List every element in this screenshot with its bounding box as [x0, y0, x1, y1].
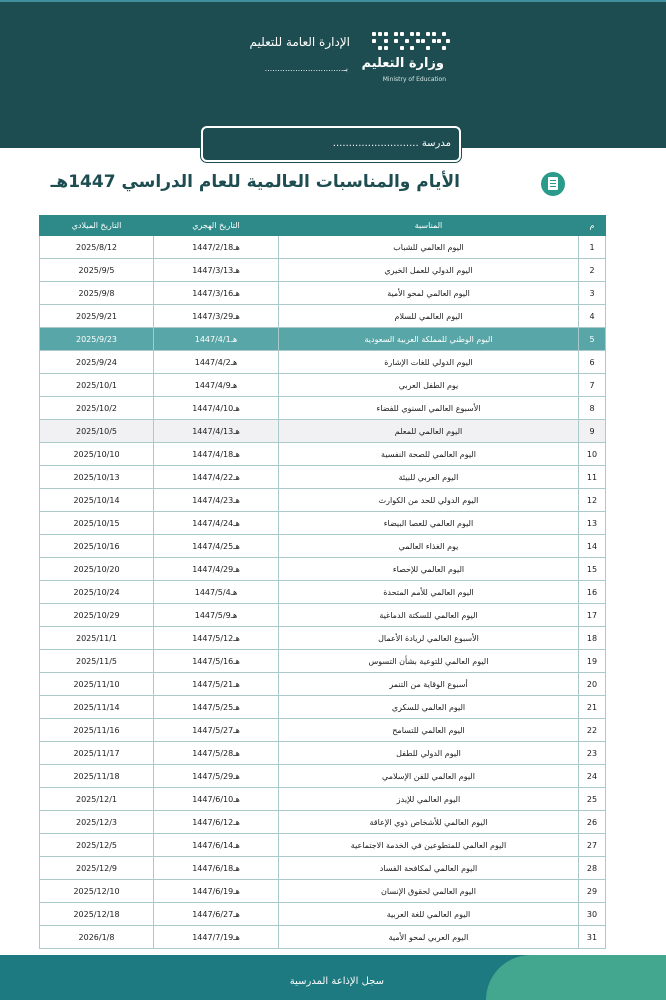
row-gregorian-date: 2025/11/14: [40, 696, 154, 719]
row-number: 11: [579, 466, 606, 489]
row-number: 17: [579, 604, 606, 627]
table-row: [40, 650, 606, 673]
row-gregorian-date: 2026/1/8: [40, 926, 154, 949]
row-gregorian-date: 2025/10/1: [40, 374, 154, 397]
row-occasion: اليوم الدولي للطفل: [279, 742, 579, 765]
table-row: [40, 903, 606, 926]
row-hijri-date: 1447/6/19هـ: [154, 880, 279, 903]
row-hijri-date: 1447/3/13هـ: [154, 259, 279, 282]
row-hijri-date: 1447/6/14هـ: [154, 834, 279, 857]
row-number: 20: [579, 673, 606, 696]
row-gregorian-date: 2025/10/24: [40, 581, 154, 604]
row-occasion: اليوم العالمي للمتطوعين في الخدمة الاجتماعية: [279, 834, 579, 857]
row-hijri-date: 1447/4/1هـ: [154, 328, 279, 351]
row-gregorian-date: 2025/9/23: [40, 328, 154, 351]
header-gregorian-date: التاريخ الميلادي: [40, 216, 154, 236]
row-number: 15: [579, 558, 606, 581]
row-occasion: اليوم الدولي للغات الإشارة: [279, 351, 579, 374]
row-occasion: اليوم العالمي للسكتة الدماغية: [279, 604, 579, 627]
table-row: [40, 259, 606, 282]
table-row: [40, 535, 606, 558]
row-number: 16: [579, 581, 606, 604]
row-number: 13: [579, 512, 606, 535]
row-number: 1: [579, 236, 606, 259]
row-number: 6: [579, 351, 606, 374]
row-number: 29: [579, 880, 606, 903]
row-occasion: اليوم الدولي للعمل الخيري: [279, 259, 579, 282]
table-row: [40, 420, 606, 443]
row-number: 7: [579, 374, 606, 397]
logo-dots-icon: [370, 30, 450, 54]
table-row: [40, 443, 606, 466]
events-table: [39, 215, 606, 949]
row-gregorian-date: 2025/12/5: [40, 834, 154, 857]
row-gregorian-date: 2025/12/18: [40, 903, 154, 926]
row-gregorian-date: 2025/9/5: [40, 259, 154, 282]
row-occasion: اليوم العالمي للإيدز: [279, 788, 579, 811]
row-gregorian-date: 2025/10/13: [40, 466, 154, 489]
row-hijri-date: 1447/2/18هـ: [154, 236, 279, 259]
row-occasion: أسبوع الوقاية من التنمر: [279, 673, 579, 696]
school-label: مدرسة: [421, 138, 451, 149]
row-occasion: اليوم العالمي للأمم المتحدة: [279, 581, 579, 604]
row-gregorian-date: 2025/9/24: [40, 351, 154, 374]
row-gregorian-date: 2025/10/2: [40, 397, 154, 420]
row-hijri-date: 1447/4/10هـ: [154, 397, 279, 420]
ministry-name-ar: وزارة التعليم: [361, 56, 444, 71]
row-gregorian-date: 2025/10/16: [40, 535, 154, 558]
table-row: [40, 305, 606, 328]
row-hijri-date: 1447/5/21هـ: [154, 673, 279, 696]
ministry-logo: [361, 30, 452, 86]
row-hijri-date: 1447/4/9هـ: [154, 374, 279, 397]
row-hijri-date: 1447/3/16هـ: [154, 282, 279, 305]
row-gregorian-date: 2025/9/8: [40, 282, 154, 305]
row-number: 31: [579, 926, 606, 949]
row-number: 5: [579, 328, 606, 351]
row-gregorian-date: 2025/10/10: [40, 443, 154, 466]
school-field: [333, 138, 451, 149]
row-occasion: اليوم العالمي لحقوق الإنسان: [279, 880, 579, 903]
row-hijri-date: 1447/6/12هـ: [154, 811, 279, 834]
footer-accent: [486, 955, 666, 1000]
row-hijri-date: 1447/5/16هـ: [154, 650, 279, 673]
row-number: 30: [579, 903, 606, 926]
row-occasion: اليوم العالمي للعصا البيضاء: [279, 512, 579, 535]
row-occasion: اليوم العالمي لمكافحة الفساد: [279, 857, 579, 880]
row-occasion: اليوم العالمي للصحة النفسية: [279, 443, 579, 466]
table-row: [40, 328, 606, 351]
page-footer: [0, 955, 666, 1000]
row-occasion: الأسبوع العالمي لريادة الأعمال: [279, 627, 579, 650]
row-hijri-date: 1447/4/13هـ: [154, 420, 279, 443]
row-gregorian-date: 2025/10/5: [40, 420, 154, 443]
row-hijri-date: 1447/4/25هـ: [154, 535, 279, 558]
table-row: [40, 696, 606, 719]
table-row: [40, 351, 606, 374]
row-number: 22: [579, 719, 606, 742]
table-row: [40, 765, 606, 788]
table-row: [40, 236, 606, 259]
row-hijri-date: 1447/5/12هـ: [154, 627, 279, 650]
table-row: [40, 282, 606, 305]
row-occasion: اليوم الدولي للحد من الكوارث: [279, 489, 579, 512]
table-row: [40, 489, 606, 512]
row-occasion: اليوم العالمي لمحو الأمية: [279, 282, 579, 305]
row-hijri-date: 1447/5/27هـ: [154, 719, 279, 742]
row-gregorian-date: 2025/11/1: [40, 627, 154, 650]
row-gregorian-date: 2025/10/29: [40, 604, 154, 627]
row-number: 21: [579, 696, 606, 719]
row-number: 3: [579, 282, 606, 305]
footer-label: سجل الإذاعة المدرسية: [289, 976, 384, 987]
row-number: 19: [579, 650, 606, 673]
row-number: 14: [579, 535, 606, 558]
ministry-name-en: Ministry of Education: [382, 76, 446, 83]
row-number: 28: [579, 857, 606, 880]
table-row: [40, 926, 606, 949]
row-gregorian-date: 2025/12/9: [40, 857, 154, 880]
header-hijri-date: التاريخ الهجري: [154, 216, 279, 236]
row-hijri-date: 1447/3/29هـ: [154, 305, 279, 328]
row-gregorian-date: 2025/9/21: [40, 305, 154, 328]
row-occasion: اليوم العالمي للإحصاء: [279, 558, 579, 581]
table-row: [40, 558, 606, 581]
table-row: [40, 880, 606, 903]
row-gregorian-date: 2025/11/18: [40, 765, 154, 788]
table-body: [40, 236, 606, 949]
row-occasion: اليوم العربي للبيئة: [279, 466, 579, 489]
table-row: [40, 834, 606, 857]
header-occasion: المناسبة: [279, 216, 579, 236]
table-row: [40, 466, 606, 489]
row-hijri-date: 1447/5/9هـ: [154, 604, 279, 627]
row-hijri-date: 1447/4/24هـ: [154, 512, 279, 535]
table-row: [40, 581, 606, 604]
row-hijri-date: 1447/6/27هـ: [154, 903, 279, 926]
row-gregorian-date: 2025/12/3: [40, 811, 154, 834]
table-row: [40, 788, 606, 811]
administration-title: الإدارة العامة للتعليم: [249, 35, 350, 49]
table-row: [40, 742, 606, 765]
row-gregorian-date: 2025/8/12: [40, 236, 154, 259]
table-row: [40, 374, 606, 397]
row-number: 2: [579, 259, 606, 282]
row-occasion: اليوم العربي لمحو الأمية: [279, 926, 579, 949]
row-occasion: اليوم العالمي للغة العربية: [279, 903, 579, 926]
table-row: [40, 627, 606, 650]
school-name-box: [201, 126, 461, 162]
row-hijri-date: 1447/5/4هـ: [154, 581, 279, 604]
row-gregorian-date: 2025/11/5: [40, 650, 154, 673]
row-number: 25: [579, 788, 606, 811]
row-occasion: اليوم العالمي للتسامح: [279, 719, 579, 742]
row-number: 27: [579, 834, 606, 857]
row-gregorian-date: 2025/10/20: [40, 558, 154, 581]
document-icon: [541, 172, 565, 196]
row-hijri-date: 1447/6/18هـ: [154, 857, 279, 880]
row-occasion: اليوم العالمي للسلام: [279, 305, 579, 328]
row-number: 10: [579, 443, 606, 466]
header-num: م: [579, 216, 606, 236]
row-hijri-date: 1447/5/25هـ: [154, 696, 279, 719]
row-gregorian-date: 2025/10/14: [40, 489, 154, 512]
table-row: [40, 673, 606, 696]
row-gregorian-date: 2025/11/17: [40, 742, 154, 765]
row-occasion: اليوم العالمي للمعلم: [279, 420, 579, 443]
row-occasion: يوم الغذاء العالمي: [279, 535, 579, 558]
school-blank: ...........................: [332, 138, 419, 149]
row-gregorian-date: 2025/11/16: [40, 719, 154, 742]
administration-blank-line: بـ...............................: [264, 64, 348, 73]
row-hijri-date: 1447/4/29هـ: [154, 558, 279, 581]
row-occasion: اليوم العالمي للسكري: [279, 696, 579, 719]
row-hijri-date: 1447/6/10هـ: [154, 788, 279, 811]
row-hijri-date: 1447/4/22هـ: [154, 466, 279, 489]
row-occasion: الأسبوع العالمي السنوي للفضاء: [279, 397, 579, 420]
row-hijri-date: 1447/7/19هـ: [154, 926, 279, 949]
table-header-row: [40, 216, 606, 236]
row-occasion: اليوم العالمي للفن الإسلامي: [279, 765, 579, 788]
table-row: [40, 811, 606, 834]
table-row: [40, 719, 606, 742]
row-hijri-date: 1447/4/18هـ: [154, 443, 279, 466]
row-hijri-date: 1447/4/23هـ: [154, 489, 279, 512]
table-row: [40, 397, 606, 420]
page-title: الأيام والمناسبات العالمية للعام الدراسي 1447هـ: [50, 172, 460, 192]
row-number: 12: [579, 489, 606, 512]
row-number: 23: [579, 742, 606, 765]
row-occasion: يوم الطفل العربي: [279, 374, 579, 397]
row-number: 9: [579, 420, 606, 443]
row-hijri-date: 1447/5/29هـ: [154, 765, 279, 788]
row-number: 4: [579, 305, 606, 328]
row-gregorian-date: 2025/12/1: [40, 788, 154, 811]
row-number: 18: [579, 627, 606, 650]
row-number: 8: [579, 397, 606, 420]
table-row: [40, 857, 606, 880]
row-occasion: اليوم العالمي للأشخاص ذوي الإعاقة: [279, 811, 579, 834]
row-occasion: اليوم العالمي للشباب: [279, 236, 579, 259]
row-number: 26: [579, 811, 606, 834]
table-row: [40, 512, 606, 535]
row-occasion: اليوم العالمي للتوعية بشأن التسوس: [279, 650, 579, 673]
row-occasion: اليوم الوطني للمملكة العربية السعودية: [279, 328, 579, 351]
row-hijri-date: 1447/4/2هـ: [154, 351, 279, 374]
row-gregorian-date: 2025/11/10: [40, 673, 154, 696]
table-row: [40, 604, 606, 627]
row-number: 24: [579, 765, 606, 788]
header-top-line: [0, 0, 666, 2]
row-hijri-date: 1447/5/28هـ: [154, 742, 279, 765]
row-gregorian-date: 2025/12/10: [40, 880, 154, 903]
row-gregorian-date: 2025/10/15: [40, 512, 154, 535]
